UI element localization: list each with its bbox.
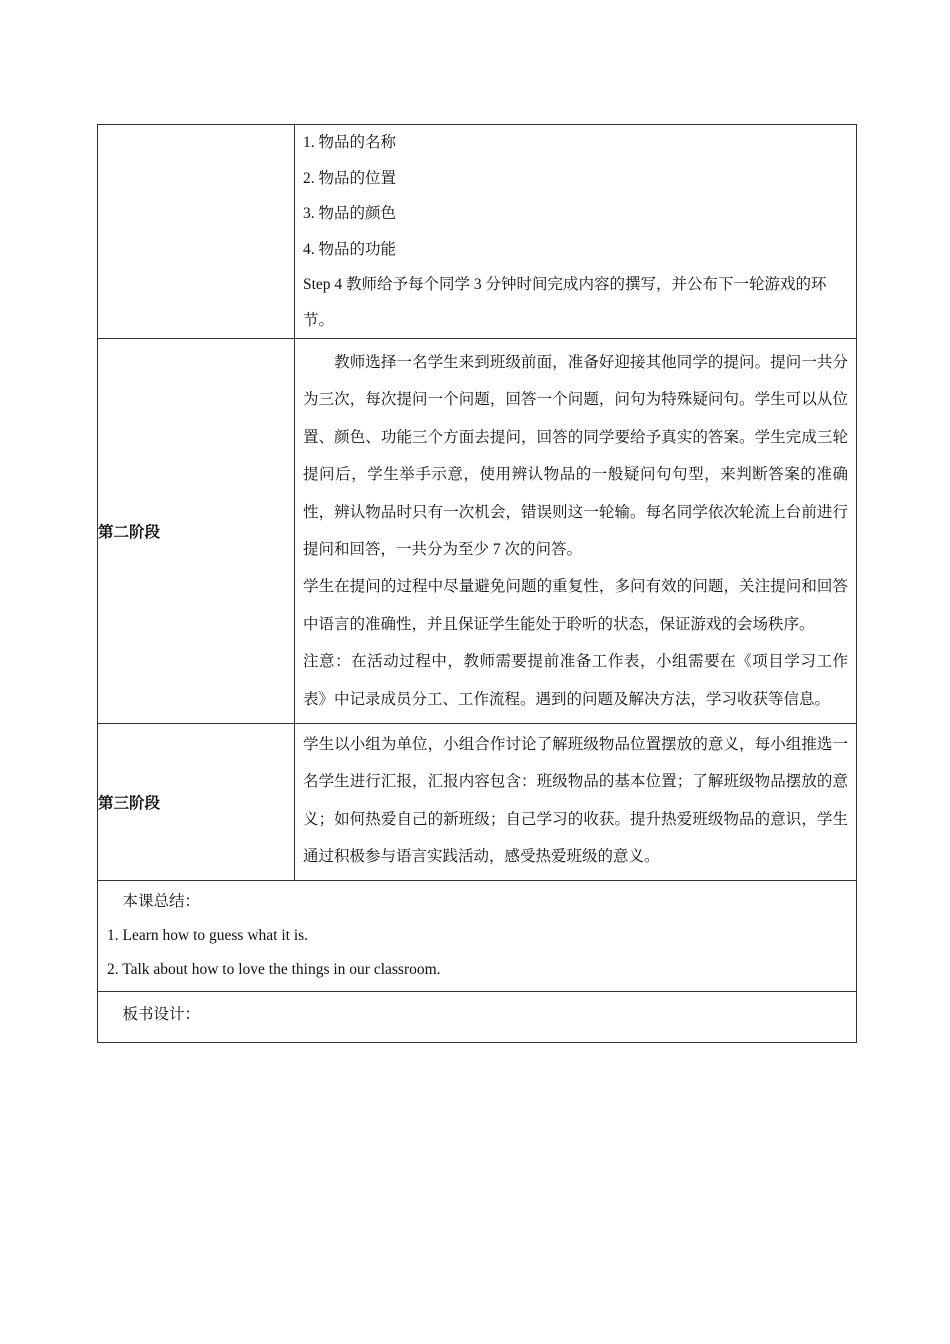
summary-item-1: 1. Learn how to guess what it is.	[107, 926, 309, 944]
stage-two-paragraph-1: 教师选择一名学生来到班级前面，准备好迎接其他同学的提问。提问一共分为三次，每次提问一个问题，回答一个问题，问句为特殊疑问句。学生可以从位置、颜色、功能三个方面去提问，回答的同学要给予真实的答案。学生完成三轮提问后，学生举手示意，使用辨认物品的一般疑问句句型，来判断答案的准确性，辨认物品时只有一次机会，错误则这一轮输。每名同学依次轮流上台前进行提问和回答，一共分为至少 7 次的问答。	[303, 354, 848, 559]
item-position-line: 2. 物品的位置	[303, 169, 397, 187]
row1-content-cell	[295, 125, 857, 339]
row-stage-three	[98, 724, 857, 881]
board-design-cell	[98, 991, 857, 1042]
item-function-line: 4. 物品的功能	[303, 240, 397, 258]
stage-three-label: 第三阶段	[98, 724, 295, 881]
step4-line: Step 4 教师给予每个同学 3 分钟时间完成内容的撰写，并公布下一轮游戏的环节。	[303, 276, 827, 329]
row-stage-one-continued	[98, 125, 857, 339]
summary-heading: 本课总结：	[107, 892, 201, 910]
stage-three-paragraph: 学生以小组为单位，小组合作讨论了解班级物品位置摆放的意义，每小组推选一名学生进行汇报，汇报内容包含：班级物品的基本位置；了解班级物品摆放的意义；如何热爱自己的新班级；自己学习的收获。提升热爱班级物品的意识，学生通过积极参与语言实践活动，感受热爱班级的意义。	[303, 736, 848, 866]
row-summary	[98, 880, 857, 991]
row-board-design	[98, 991, 857, 1042]
row-stage-two	[98, 339, 857, 724]
row2-content-cell	[295, 339, 857, 724]
stage-two-label: 第二阶段	[98, 339, 295, 724]
lesson-plan-table	[97, 124, 857, 1043]
item-name-line: 1. 物品的名称	[303, 134, 397, 151]
board-design-heading: 板书设计：	[107, 1005, 201, 1023]
summary-cell	[98, 880, 857, 991]
row3-content-cell	[295, 724, 857, 881]
summary-item-2: 2. Talk about how to love the things in our classroom.	[107, 960, 441, 978]
item-color-line: 3. 物品的颜色	[303, 205, 397, 222]
stage-two-paragraph-2: 学生在提问的过程中尽量避免问题的重复性，多问有效的问题，关注提问和回答中语言的准确性，并且保证学生能处于聆听的状态，保证游戏的会场秩序。	[303, 578, 848, 633]
row1-label-cell	[98, 125, 295, 339]
stage-two-paragraph-3: 注意：在活动过程中，教师需要提前准备工作表，小组需要在《项目学习工作表》中记录成员分工、工作流程。遇到的问题及解决方法，学习收获等信息。	[303, 653, 848, 708]
